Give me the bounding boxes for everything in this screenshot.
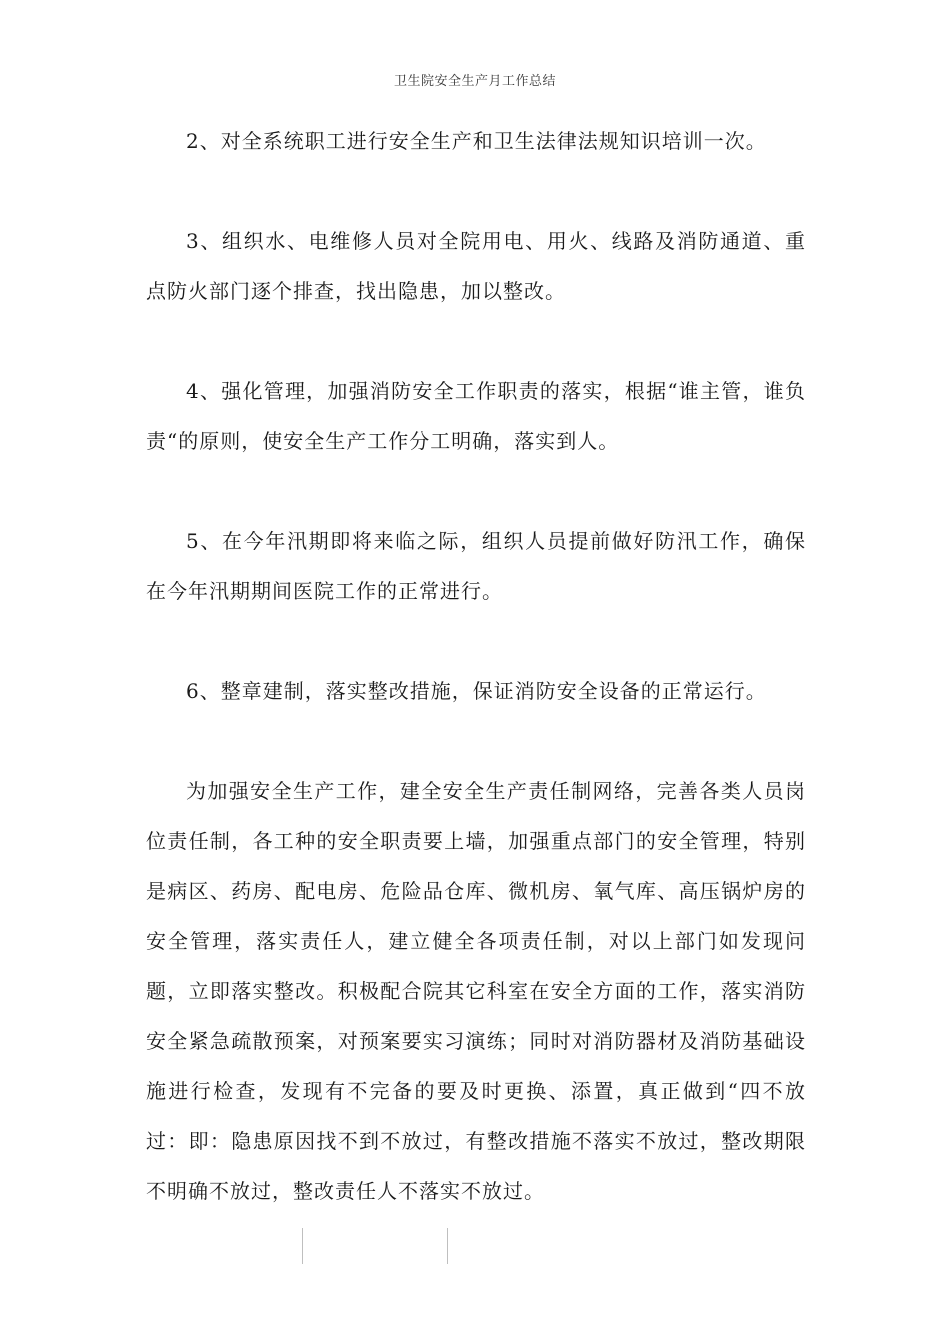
paragraph-item-6: 6、整章建制，落实整改措施，保证消防安全设备的正常运行。	[186, 679, 767, 703]
paragraph-spacer	[146, 616, 806, 666]
paragraph-spacer	[146, 316, 806, 366]
page-header-title: 卫生院安全生产月工作总结	[393, 74, 556, 89]
paragraph-spacer	[146, 466, 806, 516]
paragraph-item-4: 4、强化管理，加强消防安全工作职责的落实，根据“谁主管，谁负责“的原则，使安全生产工作分工明确，落实到人。	[146, 379, 806, 453]
paragraph-spacer	[146, 166, 806, 216]
footer-divider-right	[447, 1228, 448, 1264]
paragraph-summary: 为加强安全生产工作，建全安全生产责任制网络，完善各类人员岗位责任制，各工种的安全职责要上墙，加强重点部门的安全管理，特别是病区、药房、配电房、危险品仓库、微机房、氧气库、高压锅炉房的安全管理，落实责任人，建立健全各项责任制，对以上部门如发现问题，立即落实整改。积极配合院其它科室在安全方面的工作，落实消防安全紧急疏散预案，对预案要实习演练；同时对消防器材及消防基础设施进行检查，发现有不完备的要及时更换、添置，真正做到“四不放过：即：隐患原因找不到不放过，有整改措施不落实不放过，整改期限不明确不放过，整改责任人不落实不放过。	[146, 779, 806, 1203]
paragraph-item-5: 5、在今年汛期即将来临之际，组织人员提前做好防汛工作，确保在今年汛期期间医院工作的正常进行。	[146, 529, 806, 603]
paragraph-item-2: 2、对全系统职工进行安全生产和卫生法律法规知识培训一次。	[186, 129, 767, 153]
document-body	[146, 116, 806, 1216]
paragraph-spacer	[146, 716, 806, 766]
footer-divider-left	[302, 1228, 303, 1264]
paragraph-item-3: 3、组织水、电维修人员对全院用电、用火、线路及消防通道、重点防火部门逐个排查，找出隐患，加以整改。	[146, 229, 806, 303]
